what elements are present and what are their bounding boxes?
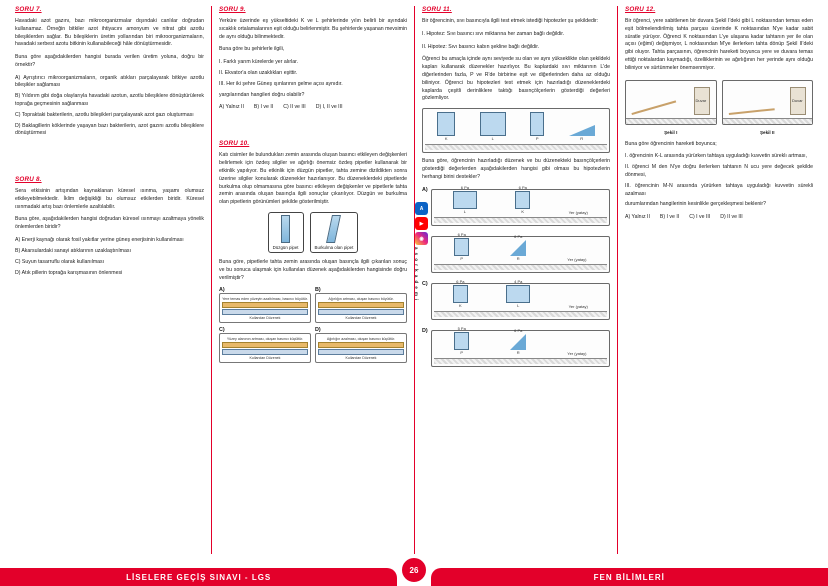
- ground-hatch: [434, 311, 607, 317]
- q9-option-a[interactable]: A) Yalnız II: [219, 104, 244, 111]
- fig-label-l: L: [491, 136, 494, 142]
- q7-paragraph-2: Buna göre aşağıdakilerden hangisi burada verilen üretim yoluna, doğru bir örnektir?: [15, 54, 204, 68]
- q11-option-a[interactable]: [422, 184, 610, 231]
- q11-option-d-figure: [431, 325, 610, 367]
- q12-tail-1: Buna göre öğrencinin hareketi boyunca;: [625, 140, 717, 147]
- sekil-1-diagram: [625, 80, 717, 125]
- q11-a-shape-2: K: [521, 208, 525, 214]
- fig-label-p: P: [535, 136, 539, 142]
- q7-option-c[interactable]: C) Topraktaki bakterilerin, azotlu bileşikleri parçalayarak azot gazı oluşturması: [15, 111, 194, 118]
- social-sidebar: [414, 202, 429, 301]
- q9-options: [219, 104, 407, 110]
- sekil-2-caption: Şekil II: [759, 129, 775, 135]
- q12-options: [625, 214, 813, 220]
- q11-options: [422, 184, 610, 372]
- pipette-row-block: [222, 309, 308, 315]
- q11-c-shape-2: L: [517, 302, 520, 308]
- q11-b-pressure-1: 6 Pa: [457, 231, 466, 237]
- q11-c-pressure-2: 4 Pa: [514, 278, 523, 284]
- ground-hatch: [434, 358, 607, 364]
- eraser-block: [318, 342, 404, 348]
- q9-option-b[interactable]: B) I ve II: [253, 104, 274, 111]
- q10-option-b-sub: Kullanılan Düzenek: [345, 316, 377, 321]
- q12-roman-1: I. öğrencinin K-L arasında yürürken tahtaya uyguladığı kuvvetin süreklı artması,: [625, 153, 808, 160]
- pipette-figure: [219, 212, 407, 253]
- column-4: [617, 6, 820, 554]
- wall-shape: [694, 87, 710, 115]
- q9-option-d[interactable]: D) I, II ve III: [315, 104, 343, 111]
- q11-d-shape-2: R: [516, 349, 520, 355]
- pipette-row-block: [318, 309, 404, 315]
- sekil-2-diagram: [722, 80, 814, 125]
- column-container: [8, 6, 820, 554]
- column-3: [414, 6, 617, 554]
- q11-b-shape-1: P: [460, 255, 464, 261]
- q10-option-d-figure: [315, 333, 407, 363]
- q12-figure-1: [625, 78, 717, 135]
- q7-option-d[interactable]: D) Baklagillerin köklerinde yaşayan bazı bakterilerin, azot gazını azotlu bileşiklere dönüştürmesi: [15, 122, 204, 137]
- fig-label-k: K: [444, 136, 448, 142]
- question-title-12: SORU 12.: [625, 6, 656, 13]
- column-1: [8, 6, 211, 554]
- q7-option-b[interactable]: B) Yıldırım gibi doğa olaylarıyla havadaki azotun, azotlu bileşiklere dönüştürülerek toprağa geçmesinin sağlanması: [15, 93, 204, 107]
- q11-a-pressure-2: 6 Pa: [518, 184, 527, 190]
- q11-b-ground-label: Yer (yatay): [567, 256, 587, 262]
- q10-option-c-letter: C): [219, 327, 225, 334]
- q12-paragraph-1: Bir öğrenci, yere sabitlenen bir duvara Şekil I'deki gibi L noktasından temas eden eşit bölmelendirilmiş tahta parçası üzerinde K noktasından N'ye kadar sabit süratle yürüyor. Öğrenci K noktasından L'ye ulaşana kadar tahtanın yer ile olan açısı (eğimi) değişmiyor, L noktasından M'ye ilerlerken tahta dönüp Şekil II'deki gibi oluyor. Tahta parçasının, öğrencinin hareketi boyunca yere ve duvara temas ettiği noktalardan kaymadığı, özelliklerinin ve ağırlığının her yerinde aynı olduğu biliniyor ve sürtünmeler önemsenmiyor.: [625, 18, 813, 71]
- question-title-8: SORU 8.: [15, 176, 42, 183]
- wall-label: Duvar: [792, 97, 803, 103]
- wedge-shape: [569, 125, 595, 136]
- question-title-10: SORU 10.: [219, 140, 250, 148]
- app-icon[interactable]: A: [415, 202, 428, 215]
- question-title-7: SORU 7.: [15, 6, 42, 13]
- q9-romans: [219, 59, 407, 88]
- pipette-bent-icon: [326, 215, 341, 243]
- ground-hatch: [434, 264, 607, 270]
- q10-option-a[interactable]: [219, 287, 311, 323]
- q12-roman-2: II. öğrenci M den N'ye doğru ilerlerken tahtanın N ucu yere değecek şekilde dönmesi,: [625, 164, 813, 178]
- wedge-shape: [510, 240, 526, 256]
- q10-option-c-caption: Yüzey alanının artması, oluşan basıncı küçültür.: [226, 337, 304, 342]
- q10-paragraph-1: Katı cisimler ile bulundukları zemin arasında oluşan basıncı etkileyen değişkenleri belirlemek için özdeş silgiler ve ağırlığı önemsiz özdeş pipetler kullanarak bir etkinlik yapılıyor. Bu etkinlik için düzgün pipetler, tahta zemine dizildikten sonra üzerine silgiler konularak düzenekler hazırlanıyor. Bu düzeneklerdeki pipetlerde burkulma olup olmamasına göre basıncı etkileyen değişkenler ve pipetlerle tahta zemin arasında oluşan basınçla ilgili sonuçlar çıkarılıyor. Düzgün ve burkulma olan pipetlerin görünümleri şekilde gösterilmiştir.: [219, 152, 407, 206]
- question-title-9: SORU 9.: [219, 6, 246, 13]
- q12-romans: [625, 153, 813, 198]
- q11-option-d-letter: D): [422, 327, 428, 334]
- q12-option-c[interactable]: C) I ve III: [689, 214, 711, 221]
- q7-option-a[interactable]: A) Ayrıştırıcı mikroorganizmaların, organik atıkları parçalayarak bitkiye azotlu bileşikler sağlaması: [15, 74, 204, 89]
- q10-option-c-figure: [219, 333, 311, 363]
- q11-d-pressure-2: 6 Pa: [514, 327, 523, 333]
- q11-hypothesis-2: II. Hipotez: Sıvı basıncı kabın şekline bağlı değildir.: [422, 43, 540, 50]
- q11-paragraph-2: Öğrenci bu amaçla içinde aynı seviyede su olan ve aynı yükseklikte olan şekildeki kapları kullanarak düzenekler hazırlıyor. Bu kaplardaki sıvı miktarının L'de diğerlerinden fazla, P ve R'de birbirine eşit ve diğerlerinden daha az olduğu biliniyor. Öğrenci bu hipotezleri test etmek için hazırladığı düzeneklerdeki kaplarda çeşitli derinliklere taktığı basınçölçerlerin gösterdiği değerleri gözlemliyor.: [422, 56, 610, 102]
- q11-tail: Buna göre, öğrencinin hazırladığı düzenek ve bu düzenekteki basınçölçerlerin gösterdiği değerlerden aşağıdakilerden hangisi gibi olması bu hipotezlerin herhangi birini destekler?: [422, 158, 610, 180]
- q11-d-shape-1: P: [460, 349, 464, 355]
- q10-option-b[interactable]: [315, 287, 407, 323]
- pipette-bent-label: Burkulma olan pipet: [314, 244, 354, 250]
- pipette-straight-icon: [281, 215, 290, 243]
- q11-option-d[interactable]: [422, 325, 610, 372]
- q11-a-ground-label: Yer (yatay): [568, 209, 588, 215]
- ground-hatch: [425, 144, 607, 150]
- pipette-straight: [268, 212, 304, 253]
- q10-option-a-figure: [219, 293, 311, 323]
- q10-option-b-letter: B): [315, 287, 321, 294]
- q11-c-pressure-1: 6 Pa: [456, 278, 465, 284]
- wall-label: Duvar: [695, 97, 707, 103]
- q10-option-d-caption: Ağırlığın azalması, oluşan basıncı küçültür.: [326, 337, 396, 342]
- q9-roman-2: II. Ekvator'a olan uzaklıkları eşittir.: [219, 69, 298, 76]
- q10-option-b-figure: [315, 293, 407, 323]
- q12-roman-3: III. öğrencinin M-N arasında yürürken tahtaya uyguladığı kuvvetin sürekli azalması: [625, 182, 813, 197]
- q11-paragraph-1: Bir öğrencinin, sıvı basıncıyla ilgili test etmek istediği hipotezler şu şekildedir:: [422, 18, 599, 24]
- ground-hatch: [434, 217, 607, 223]
- q8-option-c[interactable]: C) Suyun tasarruflu olarak kullanılması: [15, 259, 105, 266]
- q10-option-a-letter: A): [219, 287, 225, 294]
- footer-exam-name: LİSELERE GEÇİŞ SINAVI - LGS: [0, 568, 397, 586]
- q11-a-pressure-1: 6 Pa: [460, 184, 469, 190]
- eraser-block: [222, 302, 308, 308]
- q11-c-shape-1: K: [459, 302, 462, 308]
- pipette-row-block: [222, 349, 308, 355]
- q12-option-d[interactable]: D) II ve III: [720, 214, 743, 221]
- column-2: [211, 6, 414, 554]
- q11-option-b[interactable]: [422, 231, 610, 278]
- plank-shape: [728, 108, 774, 115]
- q10-option-d[interactable]: [315, 327, 407, 363]
- wall-shape: [790, 87, 806, 115]
- page-footer: [0, 564, 828, 586]
- q8-paragraph-1: Sera etkisinin artışından kaynaklanan küresel ısınma, yaşamı olumsuz etkileyebilmektedir. İklim değişikliği bu olumsuz etkilerden biridir. Küresel ısınmadaki artış bazı önlemlerle azaltılabilir.: [15, 188, 204, 210]
- q11-container-figure: [422, 108, 610, 153]
- youtube-icon[interactable]: ▶: [415, 217, 428, 230]
- sekil-1-caption: Şekil I: [664, 129, 678, 135]
- q12-figure-2: [722, 78, 814, 135]
- q7-options: [15, 75, 204, 138]
- ground-hatch: [626, 118, 716, 124]
- q8-paragraph-2: Buna göre, aşağıdakilerden hangisi doğrudan küresel ısınmayı azaltmaya yönelik önlemlerden biridir?: [15, 216, 204, 231]
- q10-option-c-sub: Kullanılan Düzenek: [249, 356, 281, 361]
- q11-d-ground-label: Yer (yatay): [567, 350, 587, 356]
- q11-option-a-letter: A): [422, 186, 428, 193]
- q12-tail-2: durumlarından hangilerinin kesinlikle gerçekleşmesi beklenir?: [625, 201, 766, 208]
- q11-option-c-letter: C): [422, 280, 428, 287]
- social-label: a s o r k a d e m i: [414, 247, 419, 302]
- wedge-shape: [510, 334, 526, 350]
- plank-shape: [631, 100, 676, 115]
- q10-tail: Buna göre, pipetlerle tahta zemin arasında oluşan basınçla ilgili çıkarılan sonuç ve bu sonuca ulaşmak için kullanılan düzenek aşağıdakilerden hangisinde doğru verilmiştir?: [219, 258, 407, 281]
- q8-option-b[interactable]: B) Akarsulardaki sanayi atıklarının uzaklaştırılması: [15, 248, 131, 255]
- page-number: 26: [400, 556, 428, 584]
- q10-option-c[interactable]: [219, 327, 311, 363]
- footer-subject-name: FEN BİLİMLERİ: [431, 568, 828, 586]
- q11-option-c[interactable]: [422, 278, 610, 325]
- q9-roman-3: III. Her iki şehre Güneş ışınlarının gelme açısı aynıdır.: [219, 80, 343, 87]
- pipette-row-block: [318, 349, 404, 355]
- instagram-icon[interactable]: ◉: [415, 232, 428, 245]
- q9-roman-1: I. Farklı yarım kürelerde yer alırlar.: [219, 59, 298, 66]
- q12-option-b[interactable]: B) I ve II: [659, 214, 680, 221]
- q11-b-shape-2: R: [516, 255, 520, 261]
- eraser-block: [222, 342, 308, 348]
- q10-option-b-caption: Ağırlığın artması, oluşan basıncı büyütür.: [328, 297, 394, 302]
- question-title-11: SORU 11.: [422, 6, 452, 13]
- q10-option-d-sub: Kullanılan Düzenek: [345, 356, 377, 361]
- q8-option-a[interactable]: A) Enerji kaynağı olarak fosil yakıtlar yerine güneş enerjisinin kullanılması: [15, 236, 184, 243]
- pipette-straight-label: Düzgün pipet: [272, 244, 299, 250]
- q10-option-d-letter: D): [315, 327, 321, 334]
- q10-options: [219, 287, 407, 363]
- ground-hatch: [723, 118, 813, 124]
- q11-a-shape-1: L: [463, 208, 466, 214]
- q9-tail: yargılarından hangileri doğru olabilir?: [219, 91, 305, 98]
- pipette-bent: [310, 212, 359, 253]
- q8-options: [15, 237, 204, 278]
- q8-option-d[interactable]: D) Atık pillerin toprağa karışmasının önlenmesi: [15, 270, 123, 277]
- q11-c-ground-label: Yer (yatay): [568, 303, 588, 309]
- q9-option-c[interactable]: C) II ve III: [283, 104, 306, 111]
- q11-b-pressure-2: 6 Pa: [514, 233, 523, 239]
- q7-paragraph-1: Havadaki azot gazını, bazı mikroorganizmalar dışındaki canlılar doğrudan kullanamaz. Örneğin bitkiler azot ihtiyacını amonyum ve nitrat gibi azotlu bileşiklerden sağlar. Bu bileşiklerin üretim yollarından biri mikroorganizmaların, havadaki serbest azotu bitkinin kullanabileceği hâle dönüştürmesidir.: [15, 18, 204, 48]
- q11-option-b-figure: [431, 231, 610, 273]
- q9-paragraph-1: Yerküre üzerinde eş yükseltideki K ve L şehirlerinde yılın belirli bir ayındaki sıcaklık ortalamalarının eşit olduğu belirlenmiştir. Bu şehirlerde yaşanan mevsimin de aynı olduğu bilinmektedir.: [219, 18, 407, 40]
- q9-paragraph-2: Buna göre bu şehirlerle ilgili,: [219, 46, 285, 53]
- q11-d-pressure-1: 5 Pa: [457, 325, 466, 331]
- fig-label-r: R: [580, 136, 584, 142]
- q11-option-a-figure: [431, 184, 610, 226]
- q11-hypothesis-1: I. Hipotez: Sıvı basıncı sıvı miktarına her zaman bağlı değildir.: [422, 30, 565, 37]
- eraser-block: [318, 302, 404, 308]
- q10-option-a-sub: Kullanılan Düzenek: [249, 316, 281, 321]
- q11-option-c-figure: [431, 278, 610, 320]
- q12-figures: [625, 78, 813, 135]
- q12-option-a[interactable]: A) Yalnız II: [625, 214, 650, 221]
- q10-option-a-caption: Yere temas eden yüzeyin azaltılması, basıncı büyütür.: [222, 297, 308, 302]
